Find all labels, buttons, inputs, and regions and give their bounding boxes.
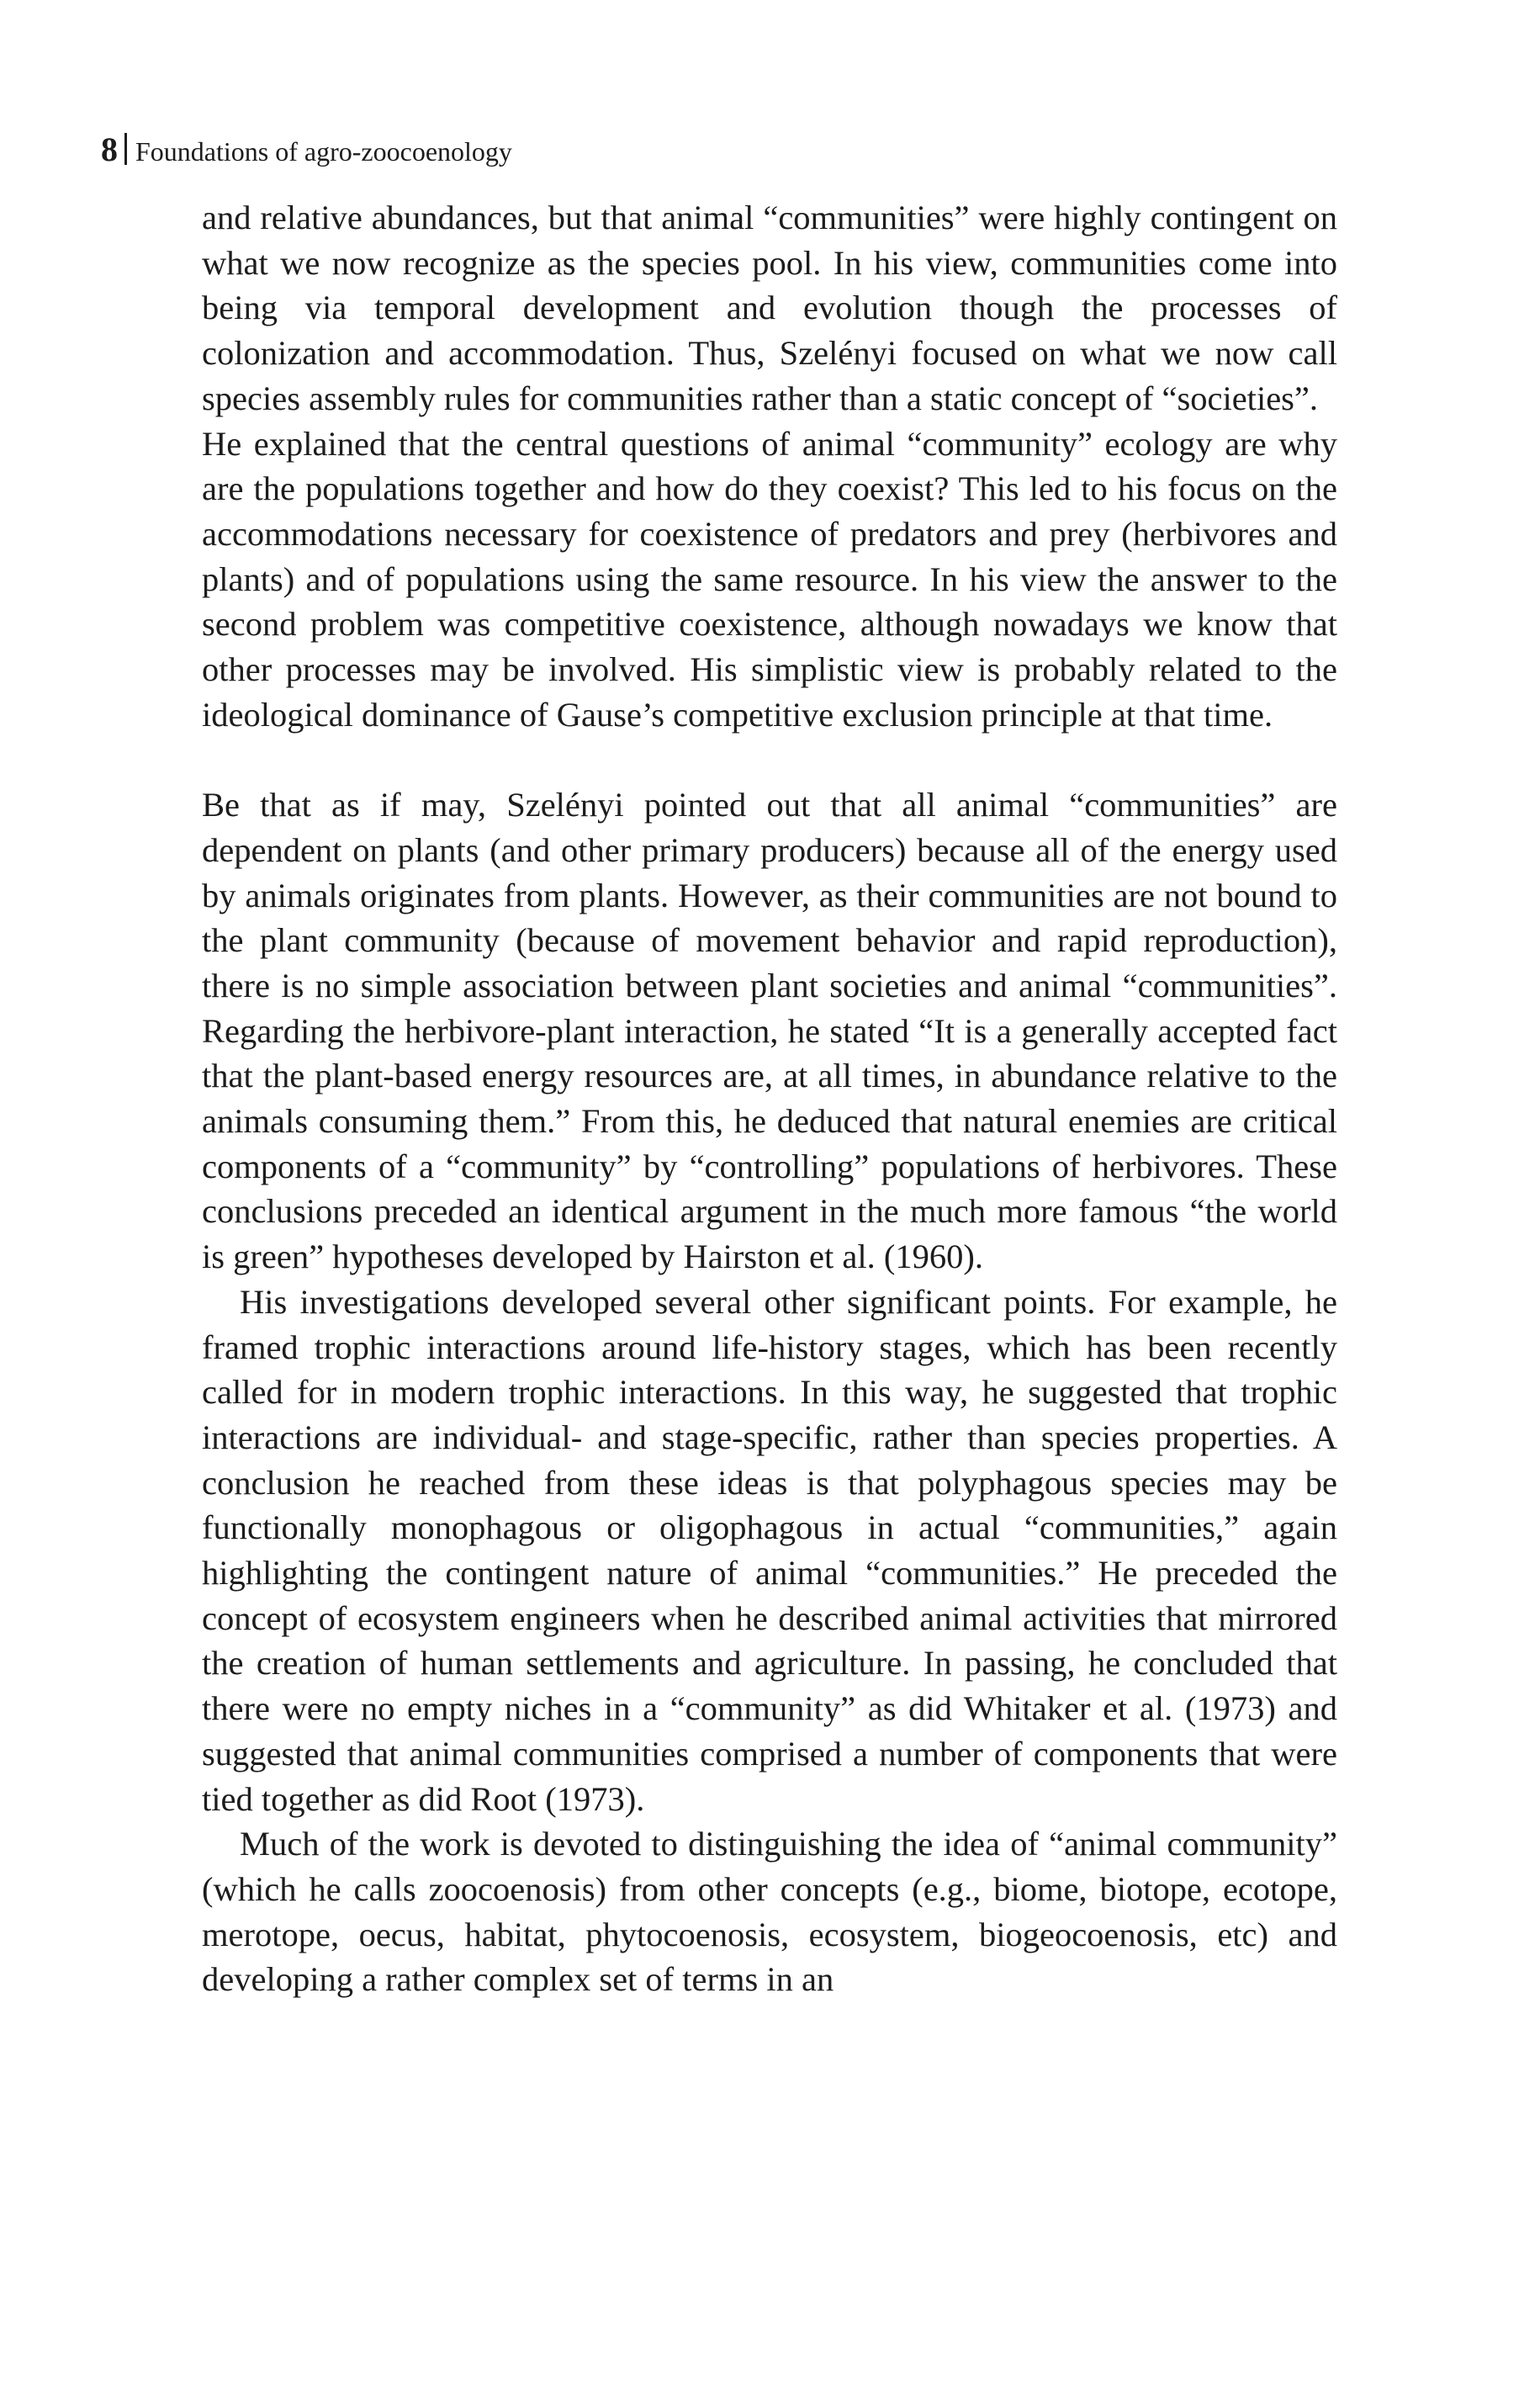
page-number: 8 <box>101 130 118 168</box>
paragraph: and relative abundances, but that animal “communities” were highly contingent on what we now recognize as the species pool. In his view, communities come into being via temporal development and evolution though the processes of colonization and accommodation. Thus, Szelényi focused on what we now call species assembly rules for communities rather than a static concept of “societies”. <box>202 199 1337 417</box>
paragraph: Much of the work is devoted to distinguishing the idea of “animal community” (which he calls zoocoenosis) from other concepts (e.g., biome, biotope, ecotope, merotope, oecus, habitat, phytocoenosis, ecosystem, biogeocoenosis, etc) and developing a rather complex set of terms in an <box>202 1825 1337 1999</box>
running-head-divider <box>124 133 127 165</box>
paragraph: He explained that the central questions of animal “community” ecology are why are the populations together and how do they coexist? This led to his focus on the accommodations necessary for coexistence of predators and prey (herbivores and plants) and of populations using the same resource. In his view the answer to the second problem was competitive coexistence, although nowadays we know that other processes may be involved. His simplistic view is probably related to the ideological dominance of Gause’s competitive exclusion principle at that time. <box>202 424 1337 734</box>
body-text <box>202 195 1337 2002</box>
paragraph: His investigations developed several other significant points. For example, he framed trophic interactions around life-history stages, which has been recently called for in modern trophic interactions. In this way, he suggested that trophic interactions are individual- and stage-specific, rather than species properties. A conclusion he reached from these ideas is that polyphagous species may be functionally monophagous or oligophagous in actual “communities,” again highlighting the contingent nature of animal “communities.” He preceded the concept of ecosystem engineers when he described animal activities that mirrored the creation of human settlements and agriculture. In passing, he concluded that there were no empty niches in a “community” as did Whitaker et al. (1973) and suggested that animal communities comprised a number of components that were tied together as did Root (1973). <box>202 1282 1337 1818</box>
paragraph: Be that as if may, Szelényi pointed out that all animal “communities” are dependent on plants (and other primary producers) because all of the energy used by animals originates from plants. However, as their communities are not bound to the plant community (because of movement behavior and rapid reproduction), there is no simple association between plant societies and animal “communities”. Regarding the herbivore-plant interaction, he stated “It is a generally accepted fact that the plant-based energy resources are, at all times, in abundance relative to the animals consuming them.” From this, he deduced that natural enemies are critical components of a “community” by “controlling” populations of herbivores. These conclusions preceded an identical argument in the much more famous “the world is green” hypotheses developed by Hairston et al. (1960). <box>202 786 1337 1276</box>
book-title: Foundations of agro-zoocoenology <box>135 136 512 167</box>
running-head <box>101 126 512 167</box>
